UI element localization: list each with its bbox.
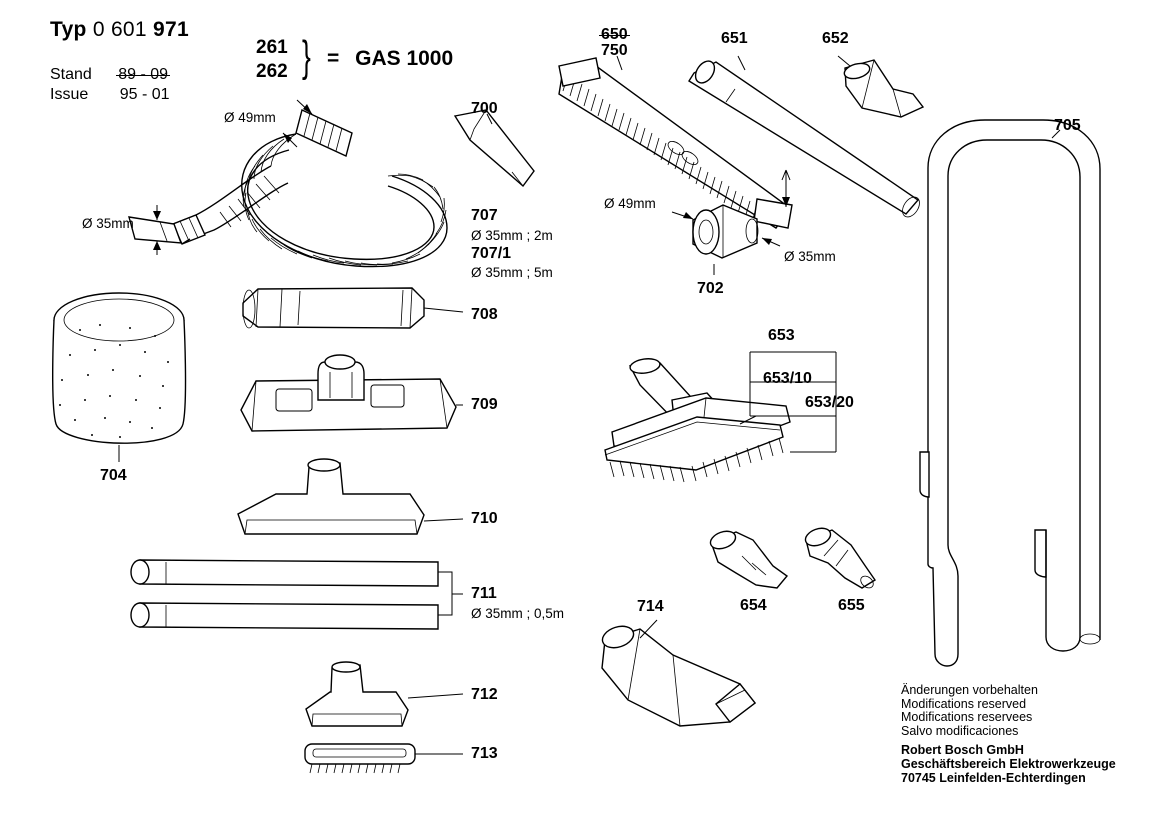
part-714-wide-nozzle <box>600 623 755 726</box>
footer-line-3: Modifications reservees <box>901 710 1033 725</box>
dim-hose-49mm: Ø 49mm <box>224 110 276 125</box>
label-707-1-spec: Ø 35mm ; 5m <box>471 265 553 280</box>
label-707-spec: Ø 35mm ; 2m <box>471 228 553 243</box>
variant-261: 261 <box>256 37 288 58</box>
label-712: 712 <box>471 686 498 703</box>
label-650: 650 <box>601 26 628 43</box>
label-702: 702 <box>697 280 724 297</box>
leader-652 <box>838 56 850 66</box>
part-708-upholstery-nozzle <box>243 288 424 328</box>
label-653-10: 653/10 <box>763 370 812 387</box>
footer-block <box>901 684 1116 785</box>
label-714: 714 <box>637 598 664 615</box>
label-700: 700 <box>471 100 498 117</box>
label-654: 654 <box>740 597 767 614</box>
footer-company: Robert Bosch GmbH <box>901 743 1024 758</box>
issue-label: Issue <box>50 86 89 103</box>
label-711-spec: Ø 35mm ; 0,5m <box>471 606 565 621</box>
part-707-hose <box>129 110 447 267</box>
dimension-49mm-tube <box>672 212 693 219</box>
leader-712 <box>408 694 463 698</box>
leader-651 <box>738 56 745 70</box>
dim-tube-35mm: Ø 35mm <box>784 249 836 264</box>
stand-value: 89 - 09 <box>118 66 169 83</box>
label-653: 653 <box>768 327 795 344</box>
dim-hose-35mm: Ø 35mm <box>82 216 134 231</box>
part-704-filter <box>53 293 186 462</box>
equals-sign: = <box>327 47 340 70</box>
part-702-coupling <box>693 205 758 258</box>
issue-value: 95 - 01 <box>119 86 170 103</box>
footer-line-4: Salvo modificaciones <box>901 723 1019 738</box>
dimension-35mm-tube <box>762 238 780 246</box>
label-713: 713 <box>471 745 498 762</box>
typ-number-light: 0 601 <box>92 18 147 41</box>
part-652-cone-nozzle <box>843 60 923 117</box>
dimension-35mm-hose-right <box>782 170 790 207</box>
part-700-crevice-tool <box>455 110 534 186</box>
label-704: 704 <box>100 467 127 484</box>
part-654-nozzle <box>708 528 787 588</box>
leader-710 <box>424 519 463 521</box>
label-653-20: 653/20 <box>805 394 854 411</box>
typ-label: Typ <box>50 18 87 41</box>
part-650-750-hose <box>559 58 792 228</box>
label-705: 705 <box>1054 117 1081 134</box>
label-707: 707 <box>471 207 498 224</box>
typ-number-bold: 971 <box>153 18 189 41</box>
part-705-handle-frame <box>920 120 1100 666</box>
footer-line-1: Änderungen vorbehalten <box>901 683 1038 697</box>
leader-708 <box>424 308 463 312</box>
model-name: GAS 1000 <box>355 47 454 70</box>
label-652: 652 <box>822 30 849 47</box>
label-750: 750 <box>601 42 628 59</box>
part-712-small-brush <box>306 662 408 726</box>
label-710: 710 <box>471 510 498 527</box>
stand-label: Stand <box>50 66 92 83</box>
label-707-1: 707/1 <box>471 245 512 262</box>
label-709: 709 <box>471 396 498 413</box>
part-710-brush-tool <box>238 459 424 534</box>
variant-262: 262 <box>256 61 288 82</box>
part-711-extension-tubes <box>131 560 463 629</box>
part-713-brush-strip <box>305 744 415 773</box>
dim-tube-49mm: Ø 49mm <box>604 196 656 211</box>
part-655-nozzle <box>803 525 876 590</box>
label-655: 655 <box>838 597 865 614</box>
brace-glyph: } <box>302 32 311 81</box>
label-711: 711 <box>471 585 497 602</box>
part-709-floor-nozzle <box>241 355 456 431</box>
footer-line-2: Modifications reserved <box>901 696 1027 711</box>
label-708: 708 <box>471 306 498 323</box>
label-651: 651 <box>721 30 748 47</box>
footer-division: Geschäftsbereich Elektrowerkzeuge <box>901 756 1116 771</box>
footer-address: 70745 Leinfelden-Echterdingen <box>901 770 1086 785</box>
